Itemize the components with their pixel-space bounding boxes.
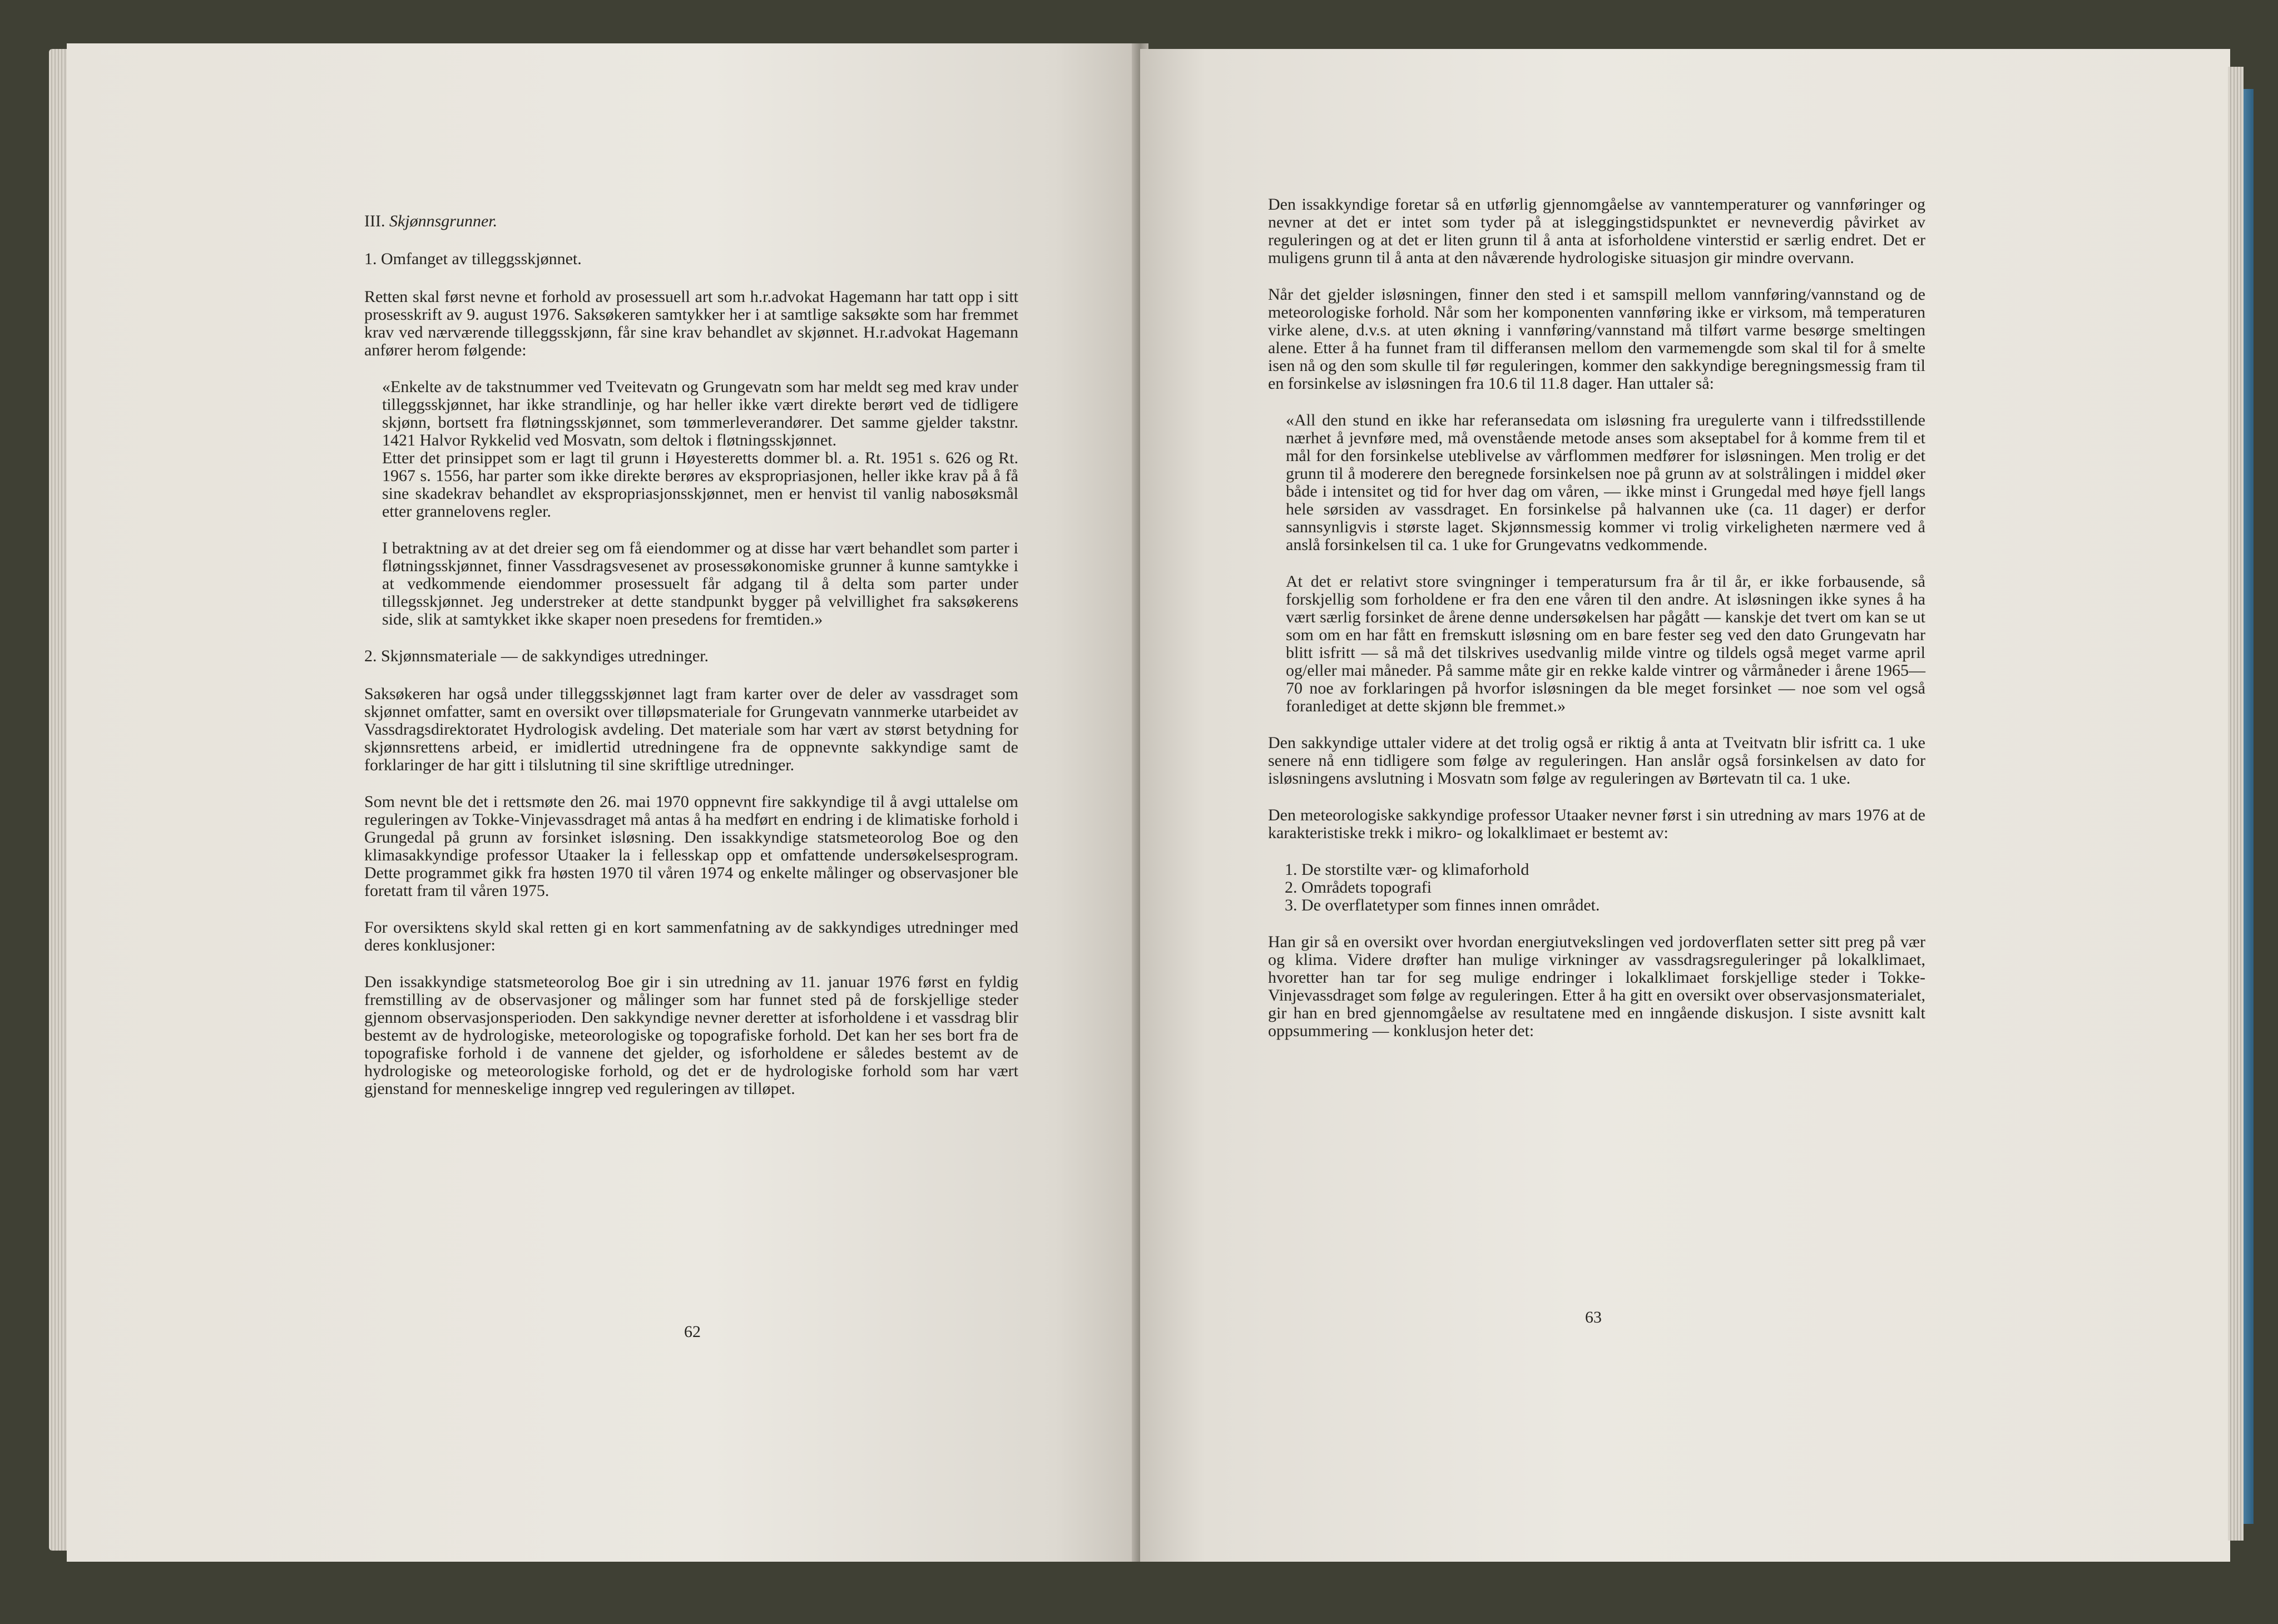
cover-edge <box>2244 89 2254 1524</box>
quote-paragraph: I betraktning av at det dreier seg om få eiendommer og at disse har vært behandlet som parter i fløtningsskjønnet, finner Vassdragsvesenet av prosessøkonomiske grunner å kunne samtykke i at vedkommende eiendommer prosessuelt får adgang til å delta som parter under tillegsskjønnet. Jeg understreker at dette standpunkt bygger på velvillighet fra saksøkerens side, slik at samtykket ikke skaper noen presedens for fremtiden.» <box>382 539 1018 628</box>
paragraph: Når det gjelder isløsningen, finner den sted i et samspill mellom vannføring/vannstand og de meteorologiske forhold. Når som her komponenten vannføring ikke er virksom, må temperaturen virke alene, d.v.s. at uten økning i vannføring/vannstand må tilført varme besørge smeltingen alene. Etter å ha funnet fram til differansen mellom den varmemengde som skal til for å smelte isen nå og den som skulle til før reguleringen, kommer den sakkyndige beregningsmessig fram til en forsinkelse av isløsningen fra 10.6 til 11.8 dager. Han uttaler så: <box>1268 285 1925 393</box>
quote-block <box>382 378 1018 628</box>
heading-number: III. <box>364 212 385 230</box>
paragraph: Han gir så en oversikt over hvordan energiutvekslingen ved jordoverflaten setter sitt preg på vær og klima. Videre drøfter han mulige virkninger av vassdragsreguleringer på lokalklimaet, hvoretter han tar for seg mulige endringer i lokalklimaet forskjellige steder i Tokke-Vinjevassdraget som følge av reguleringen. Etter å ha gitt en oversikt over observasjonsmaterialet, gir han en bred gjennomgåelse av resultatene med en inngående diskusjon. I siste avsnitt kalt oppsummering — konklusjon heter det: <box>1268 933 1925 1040</box>
paragraph: Den issakkyndige statsmeteorolog Boe gir i sin utredning av 11. januar 1976 først en fyldig fremstilling av de observasjoner og målinger som har funnet sted på de forskjellige steder gjennom observasjonsperioden. Den sakkyndige nevner deretter at isforholdene i et vassdrag blir bestemt av de hydrologiske, meteorologiske og topografiske forhold. Det kan her ses bort fra de topografiske forhold i de vannene det gjelder, og isforholdene er således bestemt av de hydrologiske og meteorologiske forhold, og det er de hydrologiske forhold som har vært gjenstand for menneskelige inngrep ved reguleringen av tilløpet. <box>364 973 1018 1098</box>
heading-title: Skjønnsgrunner. <box>389 212 498 230</box>
paragraph: Den sakkyndige uttaler videre at det trolig også er riktig å anta at Tveitvatn blir isfritt ca. 1 uke senere nå enn tidligere som følge av reguleringen. Han anslår også forsinkelsen av dato for isløsningens avslutning i Mosvatn som følge av reguleringen av Børtevatn til ca. 1 uke. <box>1268 734 1925 788</box>
paragraph: For oversiktens skyld skal retten gi en kort sammenfatning av de sakkyndiges utredninger med deres konklusjoner: <box>364 918 1018 954</box>
list-item: 3. De overflatetyper som finnes innen området. <box>1301 897 1925 914</box>
paragraph: Som nevnt ble det i rettsmøte den 26. mai 1970 oppnevnt fire sakkyndige til å avgi uttalelse om reguleringen av Tokke-Vinjevassdraget må antas å ha medført en endring i de klimatiske forhold i Grungedal på grunn av forsinket isløsning. Den issakkyndige statsmeteorolog Boe og den klimasakkyndige professor Utaaker la i fellesskap opp et omfattende undersøkelsesprogram. Dette programmet gikk fra høsten 1970 til våren 1974 og enkelte målinger og observasjoner ble foretatt fram til våren 1975. <box>364 793 1018 900</box>
page-number-left: 62 <box>684 1323 701 1341</box>
right-page-edges <box>2228 67 2244 1541</box>
paragraph: Den meteorologiske sakkyndige professor Utaaker nevner først i sin utredning av mars 1976 at de karakteristiske trekk i mikro- og lokalklimaet er bestemt av: <box>1268 806 1925 842</box>
paragraph: Retten skal først nevne et forhold av prosessuell art som h.r.advokat Hagemann har tatt opp i sitt prosesskrift av 9. august 1976. Saksøkeren samtykker her i at samtlige saksøkte som har fremmet krav ved nærværende tilleggsskjønn, får sine krav behandlet av skjønnet. H.r.advokat Hagemann anfører herom følgende: <box>364 288 1018 359</box>
left-page-text <box>364 212 1018 1117</box>
subheading-2: 2. Skjønnsmateriale — de sakkyndiges utredninger. <box>364 647 709 665</box>
right-page-text <box>1268 196 1925 1059</box>
page-number-right: 63 <box>1585 1308 1602 1326</box>
quote-block <box>1286 412 1925 715</box>
quote-paragraph: «Enkelte av de takstnummer ved Tveitevatn og Grungevatn som har meldt seg med krav under tilleggsskjønnet, har ikke strandlinje, og har heller ikke vært direkte berørt ved de tidligere skjønn, bortsett fra fløtningsskjønnet, som tømmerleverandører. Det samme gjelder takstnr. 1421 Halvor Rykkelid ved Mosvatn, som deltok i fløtningsskjønnet. <box>382 378 1018 449</box>
list-item: 2. Områdets topografi <box>1301 879 1925 897</box>
quote-paragraph: Etter det prinsippet som er lagt til grunn i Høyesteretts dommer bl. a. Rt. 1951 s. 626 og Rt. 1967 s. 1556, har parter som ikke direkte berøres av ekspropriasjonen, heller ikke krav på å få sine skadekrav behandlet av ekspropriasjonsskjønnet, men er henvist til vanlig nabosøksmål etter grannelovens regler. <box>382 449 1018 521</box>
numbered-list <box>1268 861 1925 914</box>
quote-paragraph: At det er relativt store svingninger i temperatursum fra år til år, er ikke forbausende, så forskjellig som forholdene er fra den ene våren til den andre. At isløsningen ikke synes å ha vært særlig forsinket de årene denne undersøkelsen har pågått — kanskje det tvert om kan se ut som om en har fått en fremskutt isløsning om en bare fester seg ved den dato Grungevatn har blitt isfritt — så må det tilskrives usedvanlig milde vintre og tildels også meget varme april og/eller mai måneder. På samme måte gir en rekke kalde vintrer og vårmåneder i årene 1965—70 noe av forklaringen på hvorfor isløsningen da ble meget forsinket — noe som vel også foranlediget at dette skjønn ble fremmet.» <box>1286 572 1925 715</box>
paragraph: Den issakkyndige foretar så en utførlig gjennomgåelse av vanntemperaturer og vannføringer og nevner at det er intet som tyder på at isleggingstidspunktet er nevneverdig påvirket av reguleringen og at det er liten grunn til å anta at isforholdene vinterstid er særlig endret. Det er muligens grunn til å anta at den nåværende hydrologiske situasjon gir mindre overvann. <box>1268 195 1925 267</box>
list-item: 1. De storstilte vær- og klimaforhold <box>1301 861 1925 879</box>
paragraph: Saksøkeren har også under tilleggsskjønnet lagt fram karter over de deler av vassdraget som skjønnet omfatter, samt en oversikt over tilløpsmateriale for Grungevatn vannmerke utarbeidet av Vassdragsdirektoratet Hydrologisk avdeling. Det materiale som har vært av størst betydning for skjønnsrettens arbeid, er imidlertid utredningene fra de oppnevnte sakkyndige samt de forklaringer de har gitt i tilslutning til sine skriftlige utredninger. <box>364 685 1018 774</box>
section-heading <box>364 212 1018 230</box>
subheading-1: 1. Omfanget av tilleggsskjønnet. <box>364 250 582 268</box>
quote-paragraph: «All den stund en ikke har referansedata om isløsning fra uregulerte vann i tilfredsstillende nærhet å jevnføre med, må ovenstående metode anses som akseptabel for å komme frem til et mål for den forsinkelse uteblivelse av vårflommen medfører for isløsningen. Men trolig er det grunn til å moderere den beregnede forsinkelsen noe på grunn av at solstrålingen i middel øker både i intensitet og tid for hver dag om våren, — ikke minst i Grungedal med høye fjell langs hele sørsiden av vassdraget. En forsinkelse på halvannen uke (ca. 11 dager) er derfor sannsynligvis i største laget. Skjønnsmessig kommer vi trolig virkeligheten nærmere ved å anslå forsinkelsen til ca. 1 uke for Grungevatns vedkommende. <box>1286 411 1925 554</box>
